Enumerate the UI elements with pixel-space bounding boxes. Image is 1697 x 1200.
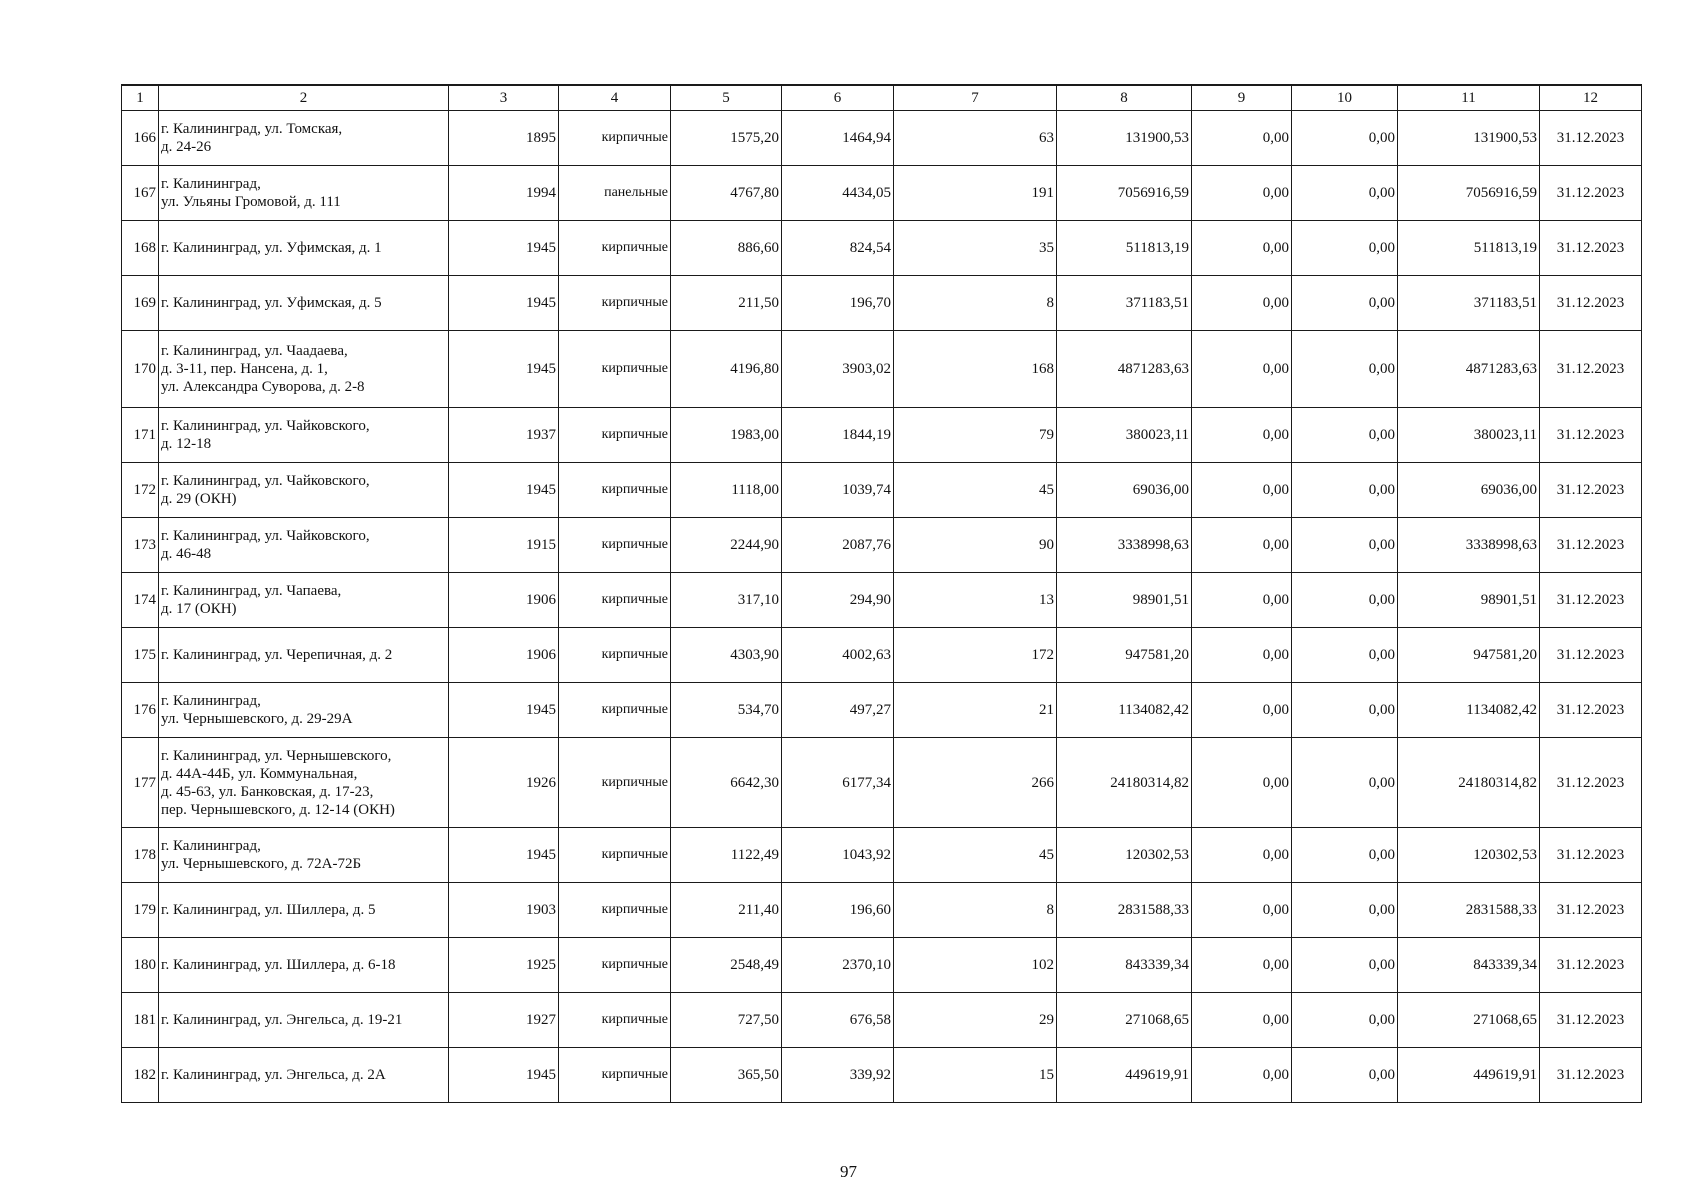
address-line: г. Калининград, ул. Чапаева, — [161, 583, 342, 599]
cell-col-7: 90 — [894, 518, 1057, 573]
address-line: г. Калининград, — [161, 838, 261, 854]
table-row — [122, 828, 1642, 883]
cell-col-6: 3903,02 — [782, 331, 894, 408]
cell-col-7: 168 — [894, 331, 1057, 408]
cell-row-number: 172 — [122, 463, 159, 518]
cell-col-9: 0,00 — [1192, 111, 1292, 166]
cell-col-8: 69036,00 — [1057, 463, 1192, 518]
column-header: 3 — [449, 85, 559, 111]
cell-col-10: 0,00 — [1292, 828, 1398, 883]
cell-col-6: 1844,19 — [782, 408, 894, 463]
cell-col-6: 196,60 — [782, 883, 894, 938]
column-header: 9 — [1192, 85, 1292, 111]
table-row — [122, 573, 1642, 628]
cell-col-9: 0,00 — [1192, 738, 1292, 828]
table-row — [122, 331, 1642, 408]
cell-col-5: 6642,30 — [671, 738, 782, 828]
cell-col-6: 824,54 — [782, 221, 894, 276]
address-line: д. 45-63, ул. Банковская, д. 17-23, — [161, 783, 374, 800]
address-line: г. Калининград, ул. Уфимская, д. 5 — [161, 295, 382, 311]
cell-date: 31.12.2023 — [1540, 883, 1642, 938]
cell-wall-material: кирпичные — [559, 518, 671, 573]
address-line: ул. Чернышевского, д. 29-29А — [161, 711, 353, 727]
cell-wall-material: кирпичные — [559, 111, 671, 166]
cell-address — [159, 518, 449, 573]
address-line: ул. Александра Суворова, д. 2-8 — [161, 379, 365, 395]
cell-wall-material: кирпичные — [559, 276, 671, 331]
cell-col-10: 0,00 — [1292, 738, 1398, 828]
cell-date: 31.12.2023 — [1540, 518, 1642, 573]
cell-col-9: 0,00 — [1192, 993, 1292, 1048]
cell-col-8: 1134082,42 — [1057, 683, 1192, 738]
cell-address — [159, 221, 449, 276]
cell-wall-material: кирпичные — [559, 628, 671, 683]
table-row — [122, 408, 1642, 463]
address-line: г. Калининград, — [161, 176, 261, 192]
cell-address — [159, 938, 449, 993]
cell-col-7: 8 — [894, 883, 1057, 938]
cell-col-8: 271068,65 — [1057, 993, 1192, 1048]
cell-row-number: 175 — [122, 628, 159, 683]
cell-col-11: 3338998,63 — [1398, 518, 1540, 573]
cell-col-8: 3338998,63 — [1057, 518, 1192, 573]
cell-col-11: 371183,51 — [1398, 276, 1540, 331]
cell-col-11: 4871283,63 — [1398, 331, 1540, 408]
cell-year: 1927 — [449, 993, 559, 1048]
address-line: г. Калининград, ул. Чайковского, — [161, 528, 370, 544]
cell-col-8: 2831588,33 — [1057, 883, 1192, 938]
cell-row-number: 178 — [122, 828, 159, 883]
cell-col-9: 0,00 — [1192, 331, 1292, 408]
cell-col-7: 8 — [894, 276, 1057, 331]
cell-address — [159, 408, 449, 463]
cell-col-11: 131900,53 — [1398, 111, 1540, 166]
cell-col-5: 534,70 — [671, 683, 782, 738]
cell-col-6: 6177,34 — [782, 738, 894, 828]
cell-date: 31.12.2023 — [1540, 463, 1642, 518]
cell-address — [159, 883, 449, 938]
cell-col-7: 79 — [894, 408, 1057, 463]
address-line: д. 17 (ОКН) — [161, 601, 237, 617]
cell-col-11: 98901,51 — [1398, 573, 1540, 628]
cell-col-8: 449619,91 — [1057, 1048, 1192, 1103]
cell-col-11: 271068,65 — [1398, 993, 1540, 1048]
cell-col-10: 0,00 — [1292, 883, 1398, 938]
table-row — [122, 221, 1642, 276]
cell-col-7: 21 — [894, 683, 1057, 738]
cell-col-10: 0,00 — [1292, 938, 1398, 993]
cell-col-7: 45 — [894, 463, 1057, 518]
address-line: г. Калининград, ул. Чаадаева, — [161, 343, 348, 359]
cell-col-7: 13 — [894, 573, 1057, 628]
cell-col-9: 0,00 — [1192, 573, 1292, 628]
cell-address — [159, 993, 449, 1048]
cell-col-5: 886,60 — [671, 221, 782, 276]
column-header: 4 — [559, 85, 671, 111]
address-line: д. 24-26 — [161, 139, 212, 155]
address-line: г. Калининград, ул. Энгельса, д. 2А — [161, 1067, 386, 1083]
cell-col-6: 497,27 — [782, 683, 894, 738]
address-line: г. Калининград, ул. Чернышевского, — [161, 747, 392, 764]
cell-wall-material: кирпичные — [559, 573, 671, 628]
cell-col-7: 191 — [894, 166, 1057, 221]
address-line: г. Калининград, ул. Шиллера, д. 5 — [161, 902, 376, 918]
cell-col-5: 1983,00 — [671, 408, 782, 463]
address-line: д. 3-11, пер. Нансена, д. 1, — [161, 361, 328, 377]
cell-row-number: 179 — [122, 883, 159, 938]
cell-row-number: 174 — [122, 573, 159, 628]
cell-col-8: 4871283,63 — [1057, 331, 1192, 408]
cell-col-9: 0,00 — [1192, 221, 1292, 276]
cell-col-11: 2831588,33 — [1398, 883, 1540, 938]
cell-wall-material: кирпичные — [559, 463, 671, 518]
cell-col-10: 0,00 — [1292, 166, 1398, 221]
cell-col-6: 4002,63 — [782, 628, 894, 683]
cell-col-11: 69036,00 — [1398, 463, 1540, 518]
cell-col-11: 449619,91 — [1398, 1048, 1540, 1103]
cell-col-8: 843339,34 — [1057, 938, 1192, 993]
cell-year: 1906 — [449, 573, 559, 628]
cell-row-number: 170 — [122, 331, 159, 408]
cell-date: 31.12.2023 — [1540, 408, 1642, 463]
cell-address — [159, 166, 449, 221]
cell-row-number: 182 — [122, 1048, 159, 1103]
cell-col-9: 0,00 — [1192, 463, 1292, 518]
cell-address — [159, 463, 449, 518]
cell-col-7: 45 — [894, 828, 1057, 883]
cell-date: 31.12.2023 — [1540, 993, 1642, 1048]
table-row — [122, 993, 1642, 1048]
address-line: д. 44А-44Б, ул. Коммунальная, — [161, 765, 358, 782]
column-header: 11 — [1398, 85, 1540, 111]
cell-date: 31.12.2023 — [1540, 276, 1642, 331]
cell-year: 1994 — [449, 166, 559, 221]
cell-col-6: 196,70 — [782, 276, 894, 331]
cell-col-11: 380023,11 — [1398, 408, 1540, 463]
table-row — [122, 111, 1642, 166]
cell-address — [159, 1048, 449, 1103]
cell-wall-material: кирпичные — [559, 938, 671, 993]
cell-year: 1925 — [449, 938, 559, 993]
address-line: г. Калининград, ул. Шиллера, д. 6-18 — [161, 957, 396, 973]
cell-date: 31.12.2023 — [1540, 221, 1642, 276]
column-header: 2 — [159, 85, 449, 111]
address-line: г. Калининград, ул. Чайковского, — [161, 418, 370, 434]
cell-col-8: 511813,19 — [1057, 221, 1192, 276]
column-header: 1 — [122, 85, 159, 111]
cell-col-7: 172 — [894, 628, 1057, 683]
cell-wall-material: кирпичные — [559, 683, 671, 738]
cell-col-10: 0,00 — [1292, 993, 1398, 1048]
cell-col-10: 0,00 — [1292, 1048, 1398, 1103]
table-row — [122, 276, 1642, 331]
cell-year: 1937 — [449, 408, 559, 463]
cell-year: 1945 — [449, 221, 559, 276]
address-line: ул. Ульяны Громовой, д. 111 — [161, 194, 341, 210]
cell-address — [159, 738, 449, 828]
cell-col-6: 676,58 — [782, 993, 894, 1048]
column-header: 7 — [894, 85, 1057, 111]
cell-year: 1945 — [449, 828, 559, 883]
table-row — [122, 463, 1642, 518]
cell-col-8: 380023,11 — [1057, 408, 1192, 463]
cell-col-11: 1134082,42 — [1398, 683, 1540, 738]
cell-col-6: 339,92 — [782, 1048, 894, 1103]
cell-col-5: 1122,49 — [671, 828, 782, 883]
cell-row-number: 180 — [122, 938, 159, 993]
cell-wall-material: панельные — [559, 166, 671, 221]
address-line: ул. Чернышевского, д. 72А-72Б — [161, 856, 362, 872]
cell-wall-material: кирпичные — [559, 331, 671, 408]
cell-col-6: 1043,92 — [782, 828, 894, 883]
cell-col-7: 15 — [894, 1048, 1057, 1103]
cell-address — [159, 573, 449, 628]
address-line: д. 46-48 — [161, 546, 212, 562]
cell-col-11: 511813,19 — [1398, 221, 1540, 276]
cell-row-number: 181 — [122, 993, 159, 1048]
cell-col-5: 4767,80 — [671, 166, 782, 221]
cell-year: 1915 — [449, 518, 559, 573]
cell-col-5: 2244,90 — [671, 518, 782, 573]
table-row — [122, 738, 1642, 828]
cell-year: 1906 — [449, 628, 559, 683]
cell-row-number: 177 — [122, 738, 159, 828]
address-line: г. Калининград, ул. Энгельса, д. 19-21 — [161, 1012, 403, 1028]
cell-year: 1945 — [449, 276, 559, 331]
cell-col-11: 120302,53 — [1398, 828, 1540, 883]
cell-row-number: 168 — [122, 221, 159, 276]
cell-date: 31.12.2023 — [1540, 1048, 1642, 1103]
table-row — [122, 683, 1642, 738]
cell-col-10: 0,00 — [1292, 628, 1398, 683]
cell-date: 31.12.2023 — [1540, 828, 1642, 883]
address-line: д. 29 (ОКН) — [161, 491, 237, 507]
cell-wall-material: кирпичные — [559, 883, 671, 938]
table-header-row — [122, 85, 1642, 111]
cell-col-5: 1575,20 — [671, 111, 782, 166]
cell-col-6: 1039,74 — [782, 463, 894, 518]
cell-row-number: 169 — [122, 276, 159, 331]
cell-col-5: 365,50 — [671, 1048, 782, 1103]
cell-col-6: 2087,76 — [782, 518, 894, 573]
cell-col-9: 0,00 — [1192, 883, 1292, 938]
address-line: г. Калининград, ул. Уфимская, д. 1 — [161, 240, 382, 256]
table-row — [122, 518, 1642, 573]
cell-wall-material: кирпичные — [559, 828, 671, 883]
cell-col-10: 0,00 — [1292, 408, 1398, 463]
table-row — [122, 628, 1642, 683]
cell-row-number: 173 — [122, 518, 159, 573]
table-row — [122, 1048, 1642, 1103]
cell-col-10: 0,00 — [1292, 683, 1398, 738]
cell-col-9: 0,00 — [1192, 518, 1292, 573]
cell-col-8: 131900,53 — [1057, 111, 1192, 166]
cell-col-6: 1464,94 — [782, 111, 894, 166]
cell-col-11: 843339,34 — [1398, 938, 1540, 993]
cell-col-5: 211,40 — [671, 883, 782, 938]
cell-date: 31.12.2023 — [1540, 573, 1642, 628]
cell-col-10: 0,00 — [1292, 463, 1398, 518]
cell-address — [159, 111, 449, 166]
cell-col-7: 102 — [894, 938, 1057, 993]
cell-col-11: 947581,20 — [1398, 628, 1540, 683]
cell-col-10: 0,00 — [1292, 331, 1398, 408]
cell-col-7: 29 — [894, 993, 1057, 1048]
cell-col-10: 0,00 — [1292, 111, 1398, 166]
column-header: 6 — [782, 85, 894, 111]
cell-col-8: 371183,51 — [1057, 276, 1192, 331]
column-header: 10 — [1292, 85, 1398, 111]
cell-col-9: 0,00 — [1192, 628, 1292, 683]
cell-col-6: 4434,05 — [782, 166, 894, 221]
cell-date: 31.12.2023 — [1540, 331, 1642, 408]
cell-wall-material: кирпичные — [559, 993, 671, 1048]
table-row — [122, 883, 1642, 938]
cell-col-6: 2370,10 — [782, 938, 894, 993]
cell-col-9: 0,00 — [1192, 166, 1292, 221]
cell-row-number: 166 — [122, 111, 159, 166]
cell-date: 31.12.2023 — [1540, 938, 1642, 993]
cell-address — [159, 628, 449, 683]
cell-col-9: 0,00 — [1192, 276, 1292, 331]
address-line: д. 12-18 — [161, 436, 212, 452]
cell-col-8: 120302,53 — [1057, 828, 1192, 883]
cell-wall-material: кирпичные — [559, 738, 671, 828]
cell-year: 1945 — [449, 331, 559, 408]
cell-year: 1903 — [449, 883, 559, 938]
cell-row-number: 171 — [122, 408, 159, 463]
cell-col-5: 211,50 — [671, 276, 782, 331]
cell-col-7: 63 — [894, 111, 1057, 166]
cell-col-5: 2548,49 — [671, 938, 782, 993]
cell-col-6: 294,90 — [782, 573, 894, 628]
cell-address — [159, 683, 449, 738]
cell-address — [159, 828, 449, 883]
cell-col-10: 0,00 — [1292, 221, 1398, 276]
table-row — [122, 938, 1642, 993]
cell-wall-material: кирпичные — [559, 221, 671, 276]
cell-col-8: 98901,51 — [1057, 573, 1192, 628]
cell-year: 1895 — [449, 111, 559, 166]
cell-col-9: 0,00 — [1192, 1048, 1292, 1103]
cell-row-number: 167 — [122, 166, 159, 221]
cell-col-11: 24180314,82 — [1398, 738, 1540, 828]
cell-col-7: 266 — [894, 738, 1057, 828]
cell-col-5: 317,10 — [671, 573, 782, 628]
table-row — [122, 166, 1642, 221]
address-line: г. Калининград, ул. Томская, — [161, 121, 343, 137]
cell-col-5: 727,50 — [671, 993, 782, 1048]
address-line: пер. Чернышевского, д. 12-14 (ОКН) — [161, 801, 395, 818]
cell-year: 1945 — [449, 463, 559, 518]
cell-col-5: 4196,80 — [671, 331, 782, 408]
cell-col-9: 0,00 — [1192, 938, 1292, 993]
cell-date: 31.12.2023 — [1540, 628, 1642, 683]
column-header: 5 — [671, 85, 782, 111]
cell-date: 31.12.2023 — [1540, 166, 1642, 221]
cell-col-9: 0,00 — [1192, 408, 1292, 463]
cell-wall-material: кирпичные — [559, 1048, 671, 1103]
cell-col-5: 4303,90 — [671, 628, 782, 683]
cell-year: 1945 — [449, 1048, 559, 1103]
cell-col-8: 24180314,82 — [1057, 738, 1192, 828]
cell-col-10: 0,00 — [1292, 518, 1398, 573]
cell-address — [159, 331, 449, 408]
cell-date: 31.12.2023 — [1540, 111, 1642, 166]
housing-table — [121, 84, 1642, 1103]
address-line: г. Калининград, ул. Черепичная, д. 2 — [161, 647, 393, 663]
cell-col-5: 1118,00 — [671, 463, 782, 518]
page-number: 97 — [840, 1162, 857, 1181]
cell-col-8: 7056916,59 — [1057, 166, 1192, 221]
cell-year: 1926 — [449, 738, 559, 828]
cell-col-10: 0,00 — [1292, 276, 1398, 331]
column-header: 8 — [1057, 85, 1192, 111]
cell-date: 31.12.2023 — [1540, 738, 1642, 828]
cell-col-8: 947581,20 — [1057, 628, 1192, 683]
address-line: г. Калининград, ул. Чайковского, — [161, 473, 370, 489]
cell-year: 1945 — [449, 683, 559, 738]
cell-col-10: 0,00 — [1292, 573, 1398, 628]
cell-col-9: 0,00 — [1192, 683, 1292, 738]
cell-date: 31.12.2023 — [1540, 683, 1642, 738]
cell-wall-material: кирпичные — [559, 408, 671, 463]
cell-col-9: 0,00 — [1192, 828, 1292, 883]
address-line: г. Калининград, — [161, 693, 261, 709]
cell-address — [159, 276, 449, 331]
cell-row-number: 176 — [122, 683, 159, 738]
cell-col-11: 7056916,59 — [1398, 166, 1540, 221]
column-header: 12 — [1540, 85, 1642, 111]
cell-col-7: 35 — [894, 221, 1057, 276]
